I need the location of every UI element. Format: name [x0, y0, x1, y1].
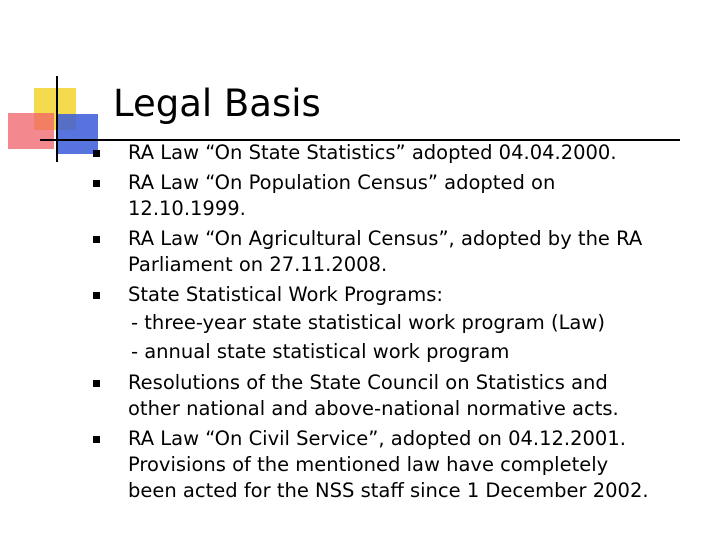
bullet-line: been acted for the NSS staff since 1 December 2002.	[128, 479, 649, 502]
bullet-line: 12.10.1999.	[128, 197, 246, 220]
bullet-item	[0, 140, 698, 166]
bullet-line: RA Law “On Agricultural Census”, adopted by the RA	[128, 227, 643, 250]
bullet-line: Provisions of the mentioned law have completely	[128, 453, 609, 476]
bullet-line: Resolutions of the State Council on Statistics and	[128, 371, 608, 394]
bullet-line: RA Law “On State Statistics” adopted 04.04.2000.	[128, 141, 617, 164]
bullet-line: Parliament on 27.11.2008.	[128, 253, 388, 276]
bullet-square-icon	[93, 380, 100, 387]
bullet-square-icon	[93, 180, 100, 187]
bullet-line: other national and above-national normative acts.	[128, 397, 619, 420]
bullet-list	[0, 140, 720, 504]
slide-title: Legal Basis	[113, 82, 321, 125]
bullet-item	[0, 170, 698, 222]
bullet-line: State Statistical Work Programs:	[128, 283, 443, 306]
bullet-item	[0, 370, 698, 422]
bullet-line: RA Law “On Civil Service”, adopted on 04.12.2001.	[128, 427, 626, 450]
bullet-square-icon	[93, 292, 100, 299]
bullet-item	[0, 426, 698, 504]
sub-bullet-line: - three-year state statistical work program (Law)	[131, 311, 605, 334]
bullet-line: RA Law “On Population Census” adopted on	[128, 171, 556, 194]
sub-bullet-line: - annual state statistical work program	[131, 340, 510, 363]
bullet-square-icon	[93, 150, 100, 157]
bullet-square-icon	[93, 236, 100, 243]
bullet-item	[0, 226, 698, 278]
bullet-square-icon	[93, 436, 100, 443]
bullet-item	[0, 282, 698, 366]
